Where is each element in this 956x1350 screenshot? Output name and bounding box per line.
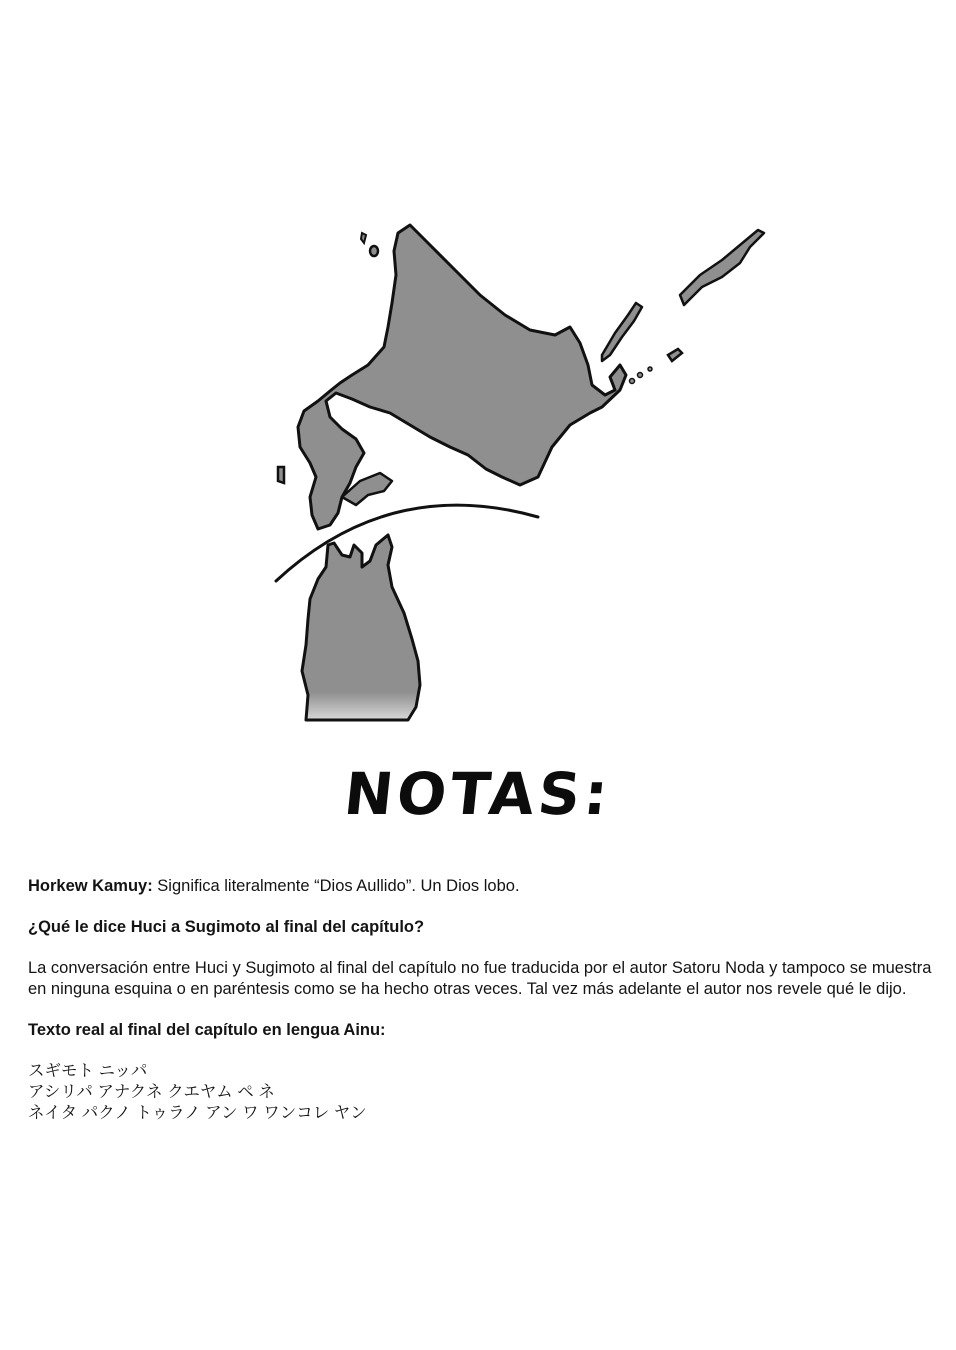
rebun-island — [370, 246, 378, 256]
kuril-islet-3 — [648, 367, 652, 371]
hokkaido-island — [298, 225, 626, 529]
term-label: Horkew Kamuy: — [28, 877, 153, 895]
ainu-text-block — [28, 1061, 933, 1124]
ainu-heading-text: Texto real al final del capítulo en lengua Ainu: — [28, 1021, 386, 1039]
question-text: ¿Qué le dice Huci a Sugimoto al final del capítulo? — [28, 918, 425, 936]
kuril-island-1 — [680, 230, 764, 305]
ainu-line-2: アシリパ アナクネ クエヤム ペ ネ — [28, 1083, 275, 1101]
ainu-line-3: ネイタ パクノ トゥラノ アン ワ ワンコレ ヤン — [28, 1104, 367, 1122]
kuril-island-3 — [668, 349, 682, 361]
okushiri-island — [278, 467, 284, 483]
map-illustration — [270, 215, 800, 735]
ainu-line-1: スギモト ニッパ — [28, 1062, 148, 1080]
page-title: NOTAS: — [341, 760, 615, 828]
kuril-island-2 — [602, 303, 642, 361]
term-entry — [28, 876, 933, 897]
kuril-islet-2 — [638, 373, 643, 378]
ainu-heading — [28, 1020, 933, 1041]
honshu-tohoku — [302, 535, 420, 720]
notes-section — [28, 876, 933, 1144]
question-heading — [28, 917, 933, 938]
term-definition: Significa literalmente “Dios Aullido”. Un Dios lobo. — [157, 877, 520, 895]
explanation-paragraph: La conversación entre Huci y Sugimoto al final del capítulo no fue traducida por el autor Satoru Noda y tampoco se muestra en ninguna esquina o en paréntesis como se ha hecho otras veces. Tal vez más adelante el autor nos revele qué le dijo. — [28, 959, 932, 998]
kuril-islet-1 — [630, 379, 635, 384]
rishiri-island — [361, 233, 366, 243]
hokkaido-tohoku-map — [270, 215, 800, 735]
